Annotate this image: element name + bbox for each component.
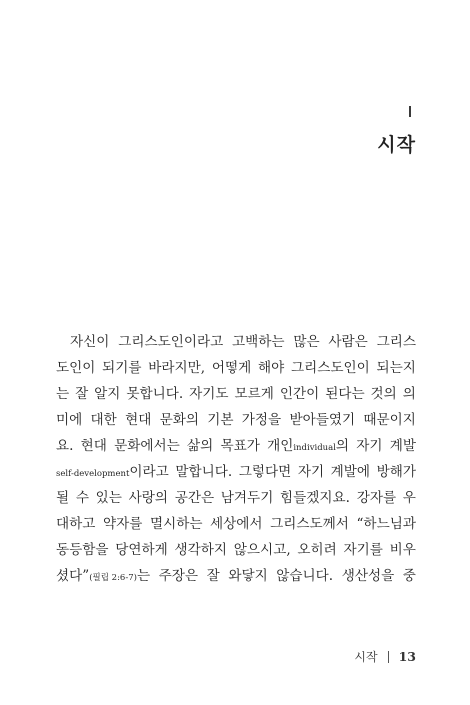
- page-footer: [354, 648, 416, 665]
- word: 와닿지: [228, 568, 268, 584]
- word: 중: [402, 568, 416, 584]
- footer-divider: [388, 651, 389, 663]
- word: 때문이지: [363, 412, 416, 428]
- word: 않으시고,: [233, 542, 291, 558]
- word-part: 는: [136, 568, 151, 584]
- word: 않습니다.: [276, 568, 334, 584]
- text-line: [56, 329, 416, 355]
- word-part: 이라고: [129, 464, 169, 480]
- word: 오히려: [297, 542, 337, 558]
- word: 생산성을: [341, 568, 395, 584]
- word: 알지: [94, 386, 121, 402]
- word: 자기: [356, 438, 383, 454]
- word: 받아들였기: [289, 412, 356, 428]
- text-line: [56, 485, 416, 511]
- word: 계발: [389, 438, 416, 454]
- text-line: [56, 563, 416, 589]
- word: 요.: [56, 438, 74, 454]
- word: 고백하는: [232, 334, 285, 350]
- word: 현대: [80, 438, 107, 454]
- word: 어떻게: [211, 360, 252, 376]
- chapter-title: 시작: [377, 134, 416, 156]
- text-line: [56, 511, 416, 537]
- word: 문화에서는: [114, 438, 180, 454]
- word: 당연하게: [115, 542, 168, 558]
- word: 그리스도인이라고: [118, 334, 224, 350]
- word: 말합니다.: [175, 464, 233, 480]
- word: 자기를: [343, 542, 383, 558]
- word: 바라지만,: [148, 360, 206, 376]
- word: 사랑의: [128, 490, 169, 506]
- word: 미에: [56, 412, 83, 428]
- word: 것의: [370, 386, 397, 402]
- text-line: [56, 407, 416, 433]
- word: 그리스: [376, 334, 416, 350]
- word: 계발에: [330, 464, 371, 480]
- word: 동등함을: [56, 542, 109, 558]
- word: 잘: [206, 568, 220, 584]
- word: 그리스도인이: [291, 360, 370, 376]
- word-part: 의: [335, 438, 350, 454]
- word: 약자를: [102, 516, 143, 532]
- word: 남겨두기: [220, 490, 274, 506]
- word-part: 셨다”: [56, 568, 90, 584]
- running-title: 시작: [354, 650, 378, 664]
- text-line: [56, 537, 416, 563]
- word: 힘들겠지요.: [280, 490, 350, 506]
- word: 자기도: [189, 386, 229, 402]
- word: 도인이: [56, 360, 96, 376]
- word: 많은: [293, 334, 320, 350]
- word: 주장은: [158, 568, 199, 584]
- word: 의: [402, 386, 416, 402]
- word: “하느님과: [356, 516, 416, 532]
- word: 인간이: [279, 386, 320, 402]
- word: 대하고: [56, 516, 96, 532]
- body-text: [56, 329, 416, 589]
- word: 모르게: [234, 386, 274, 402]
- gloss-individual: individual: [293, 443, 336, 453]
- word: 해야: [258, 360, 285, 376]
- word: [267, 433, 349, 459]
- word: 공간은: [174, 490, 215, 506]
- word: [56, 459, 169, 485]
- word: 가정을: [241, 412, 282, 428]
- word: 그렇다면: [238, 464, 292, 480]
- text-line: [56, 433, 416, 459]
- word: 생각하지: [174, 542, 228, 558]
- word-part: 개인: [267, 438, 294, 454]
- word: 방해가: [376, 464, 416, 480]
- word: 현대: [125, 412, 152, 428]
- page-number: 13: [398, 649, 416, 664]
- word: 목표가: [220, 438, 260, 454]
- word: 강자를: [356, 490, 397, 506]
- word: 자기: [297, 464, 325, 480]
- word: 기본: [207, 412, 234, 428]
- word: 문화의: [159, 412, 199, 428]
- word: 될: [56, 490, 70, 506]
- word: 세상에서: [210, 516, 263, 532]
- word: 는: [56, 386, 70, 402]
- citation-philippians: (필립 2:6-7): [89, 573, 137, 583]
- word: 그리스도께서: [270, 516, 349, 532]
- word: [56, 563, 150, 589]
- word: 수: [75, 490, 89, 506]
- word: 대한: [90, 412, 117, 428]
- text-line: [56, 459, 416, 485]
- text-line: [56, 355, 416, 381]
- word: 된다는: [325, 386, 365, 402]
- gloss-self-development: self-development: [56, 469, 130, 479]
- word: 우: [402, 490, 416, 506]
- word: 사람은: [328, 334, 368, 350]
- word: 멸시하는: [149, 516, 203, 532]
- word: 잘: [75, 386, 89, 402]
- word: 못합니다.: [126, 386, 184, 402]
- word: 자신이: [70, 334, 110, 350]
- word: 삶의: [187, 438, 214, 454]
- word: 있는: [95, 490, 122, 506]
- text-line: [56, 381, 416, 407]
- chapter-mark: [409, 106, 411, 117]
- word: 되는지: [376, 360, 416, 376]
- word: 되기를: [102, 360, 142, 376]
- word: 비우: [389, 542, 416, 558]
